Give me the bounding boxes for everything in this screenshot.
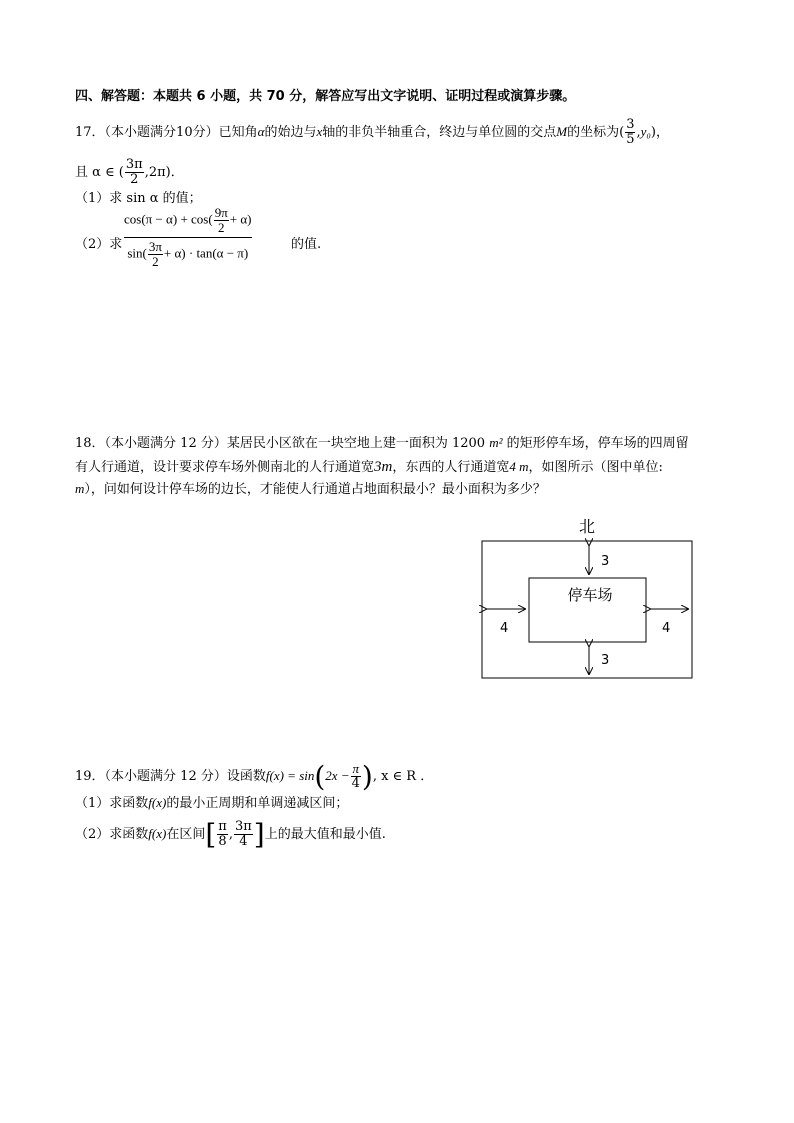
q19-points: （本小题满分 12 分） (104, 769, 227, 784)
q17-coord-fraction: $\frac{3}{5}$ (626, 117, 635, 147)
q18-number: 18． (75, 436, 105, 451)
q17-part2-prefix: （2）求 (75, 237, 123, 252)
q17-range-suffix: ,2π)． (144, 165, 184, 180)
q19-function: f(x) = sin (265, 768, 315, 783)
q17-range-prefix: 且 α ∈ ( (75, 165, 124, 180)
q17-line1: 17．（本小题满分10分）已知角α的始边与x轴的非负半轴重合，终边与单位圆的交点M的坐标为( $\frac{3}{5}$ ,y₀)， (75, 117, 669, 147)
q18-points: （本小题满分 12 分） (104, 436, 227, 451)
q17-alpha: α (257, 124, 265, 139)
q17-expression-numerator: cos(π − α) + cos( $\frac{9\pi}{2}$ + α) (124, 205, 252, 235)
q17-expression (124, 206, 252, 269)
figure-outer-rect (482, 541, 692, 678)
q17-points: （本小题满分10分） (104, 125, 219, 140)
q17-x: x (316, 124, 323, 139)
figure-right-width: 4 (662, 621, 671, 636)
q19-interval-end: $\frac{3\pi}{4}$ (234, 819, 252, 849)
q18-width-ns: 3m (374, 459, 393, 475)
q18-line2: 有人行通道，设计要求停车场外侧南北的人行通道宽3m，东西的人行通道宽4 m，如图所示（图中单位: (75, 459, 663, 475)
q18-line3: m），问如何设计停车场的边长，才能使人行通道占地面积最小？最小面积为多少？ (75, 481, 546, 497)
figure-top-width: 3 (601, 554, 610, 569)
q18-line1: 18．（本小题满分 12 分）某居民小区欲在一块空地上建一面积为 1200 m² 的矩形停车场，停车场的四周留 (75, 435, 689, 451)
q19-interval-start: $\frac{\pi}{8}$ (218, 819, 227, 849)
q19-part1: （1）求函数f(x)的最小正周期和单调递减区间； (75, 795, 349, 811)
q17-text: 的坐标为 (567, 125, 620, 140)
q17-number: 17． (75, 125, 105, 140)
figure-left-width: 4 (500, 621, 509, 636)
figure-north-label: 北 (578, 517, 596, 536)
q17-expression-denominator: sin( $\frac{3\pi}{2}$ + α) · tan(α − π) (127, 239, 249, 269)
figure-parking-label: 停车场 (567, 586, 613, 604)
q19-number: 19． (75, 769, 105, 784)
q17-text: 的始边与 (264, 125, 317, 140)
figure-parking-rect (529, 578, 646, 642)
q17-point-M: M (556, 124, 568, 139)
q17-line2 (75, 158, 184, 187)
q17-text: 轴的非负半轴重合，终边与单位圆的交点 (322, 125, 557, 140)
figure-bottom-width: 3 (601, 653, 610, 668)
q17-part2-suffix: 的值. (291, 237, 322, 252)
section-heading: 四、解答题：本题共 6 小题，共 70 分，解答应写出文字说明、证明过程或演算步骤。 (75, 89, 576, 104)
q17-text: 已知角 (218, 125, 258, 140)
q18-width-ew: 4 m (509, 459, 529, 474)
q17-part1: （1）求 sin α 的值； (75, 191, 202, 206)
q18-unit-m2: m² (489, 435, 503, 450)
q19-part2: （2）求函数f(x)在区间[ $\frac{\pi}{8}$ , $\frac{3\pi}{4}$ ]上的最大值和最小值. (75, 817, 386, 851)
q17-range-fraction: $\frac{3\pi}{2}$ (125, 157, 143, 187)
q17-coord-y: y₀ (640, 124, 651, 139)
q19-line1: 19．（本小题满分 12 分）设函数f(x) = sin(2x − $\frac{\pi}{4}$ ), x ∈ R ． (75, 759, 434, 793)
